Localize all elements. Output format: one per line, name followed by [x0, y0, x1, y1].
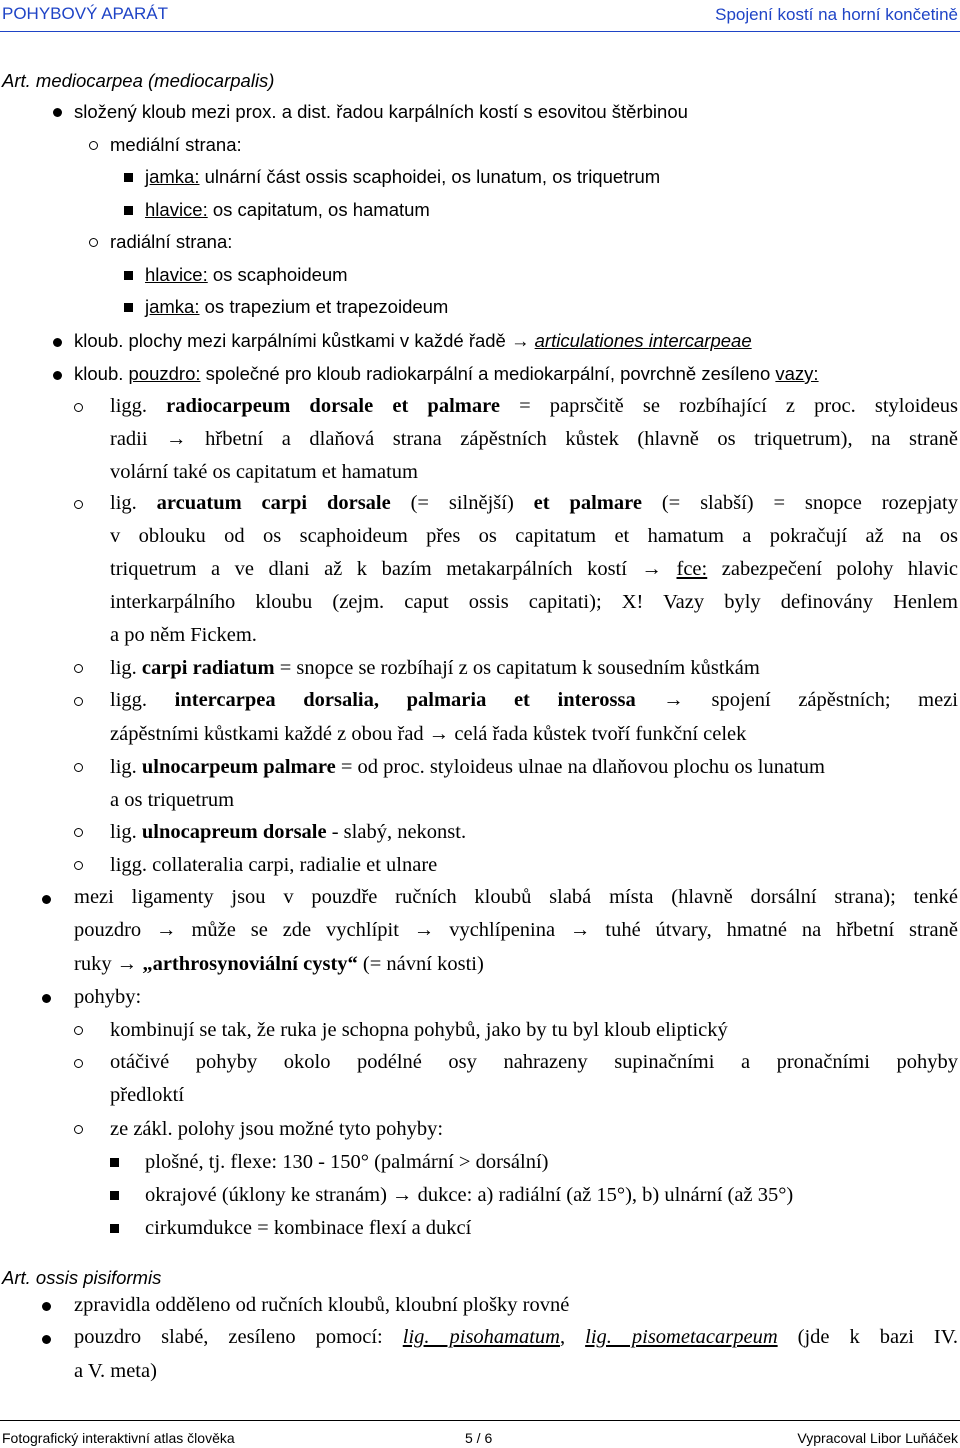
list-item: plošné, tj. flexe: 130 - 150° (palmární > dorsální): [145, 1151, 549, 1173]
bullet-dot: [42, 895, 51, 904]
bullet-circle: [74, 500, 83, 509]
list-item: lig. carpi radiatum = snopce se rozbíhají z os capitatum k sousedním kůstkám: [110, 657, 760, 679]
section-title-pisiformis: Art. ossis pisiformis: [2, 1267, 162, 1288]
list-item: otáčivé pohyby okolo podélné osy nahrazeny supinačními a pronačními pohyby: [110, 1051, 958, 1073]
bullet-circle: [74, 1125, 83, 1134]
bullet-dot: [53, 108, 62, 117]
bullet-circle: [74, 403, 83, 412]
list-item: ligg. collateralia carpi, radialie et ulnare: [110, 854, 438, 876]
page-header: [0, 0, 960, 30]
bullet-circle: [74, 763, 83, 772]
bullet-circle: [89, 141, 98, 150]
bullet-circle: [89, 238, 98, 247]
link-lig-pisohamatum[interactable]: lig. pisohamatum: [402, 1326, 560, 1348]
bullet-square: [124, 303, 133, 312]
bullet-circle: [74, 1059, 83, 1068]
list-item-continuation: volární také os capitatum et hamatum: [110, 461, 418, 483]
bullet-circle: [74, 664, 83, 673]
bullet-dot: [53, 371, 62, 380]
bullet-square: [124, 271, 133, 280]
list-item: jamka: os trapezium et trapezoideum: [145, 296, 449, 317]
bullet-square: [124, 206, 133, 215]
list-item: kombinují se tak, že ruka je schopna pohybů, jako by tu byl kloub eliptický: [110, 1019, 728, 1041]
bullet-square: [110, 1191, 119, 1200]
bullet-dot: [42, 1302, 51, 1311]
bullet-circle: [74, 828, 83, 837]
bullet-dot: [53, 338, 62, 347]
list-item-continuation: v oblouku od os scaphoideum přes os capitatum et hamatum a pokračují až na os: [110, 525, 958, 547]
header-rule: [0, 31, 960, 32]
section-title-mediocarpea: Art. mediocarpea (mediocarpalis): [2, 70, 275, 91]
list-item: ligg. radiocarpeum dorsale et palmare = paprsčitě se rozbíhající z proc. styloideus: [110, 395, 958, 417]
list-item-continuation: a os triquetrum: [110, 789, 235, 811]
list-item: lig. ulnocapreum dorsale - slabý, nekonst.: [110, 821, 467, 843]
header-title: POHYBOVÝ APARÁT: [2, 4, 168, 23]
list-item-continuation: ruky → „arthrosynoviální cysty“ (= návní kosti): [74, 953, 484, 975]
bullet-dot: [42, 994, 51, 1003]
bullet-dot: [42, 1335, 51, 1344]
header-subtitle: Spojení kostí na horní končetině: [715, 5, 958, 24]
list-item: mezi ligamenty jsou v pouzdře ručních kloubů slabá místa (hlavně dorsální strana); tenké: [74, 886, 958, 908]
list-item-continuation: radii → hřbetní a dlaňová strana zápěstních kůstek (hlavně os triquetrum), na straně: [110, 428, 958, 450]
list-item: lig. arcuatum carpi dorsale (= silnější) et palmare (= slabší) = snopce rozepjaty: [110, 492, 958, 514]
list-item: kloub. plochy mezi karpálními kůstkami v každé řadě → articulationes intercarpeae: [74, 330, 752, 351]
list-item: jamka: ulnární část ossis scaphoidei, os lunatum, os triquetrum: [145, 166, 661, 187]
list-item: kloub. pouzdro: společné pro kloub radiokarpální a mediokarpální, povrchně zesíleno vazy:: [74, 363, 819, 384]
list-item: zpravidla odděleno od ručních kloubů, kloubní plošky rovné: [74, 1294, 570, 1316]
list-item: mediální strana:: [110, 134, 242, 155]
footer-rule: [0, 1420, 960, 1421]
list-item: hlavice: os scaphoideum: [145, 264, 348, 285]
bullet-circle: [74, 1026, 83, 1035]
term-label: pouzdro:: [128, 363, 201, 384]
list-item-continuation: triquetrum a ve dlani až k bazím metakarpálních kostí → fce: zabezpečení polohy hlavic: [110, 558, 958, 580]
term-label: jamka:: [145, 296, 200, 317]
bullet-square: [110, 1158, 119, 1167]
link-articulationes-intercarpeae[interactable]: articulationes intercarpeae: [534, 330, 752, 351]
list-item: hlavice: os capitatum, os hamatum: [145, 199, 430, 220]
list-item: cirkumdukce = kombinace flexí a dukcí: [145, 1217, 472, 1239]
list-item: radiální strana:: [110, 231, 233, 252]
list-item-continuation: zápěstními kůstkami každé z obou řad → celá řada kůstek tvoří funkční celek: [110, 723, 747, 745]
list-item-continuation: předloktí: [110, 1084, 185, 1106]
footer-author: Vypracoval Libor Luňáček: [797, 1430, 958, 1446]
list-item-continuation: a po něm Fickem.: [110, 624, 257, 646]
list-item: složený kloub mezi prox. a dist. řadou karpálních kostí s esovitou štěrbinou: [74, 101, 688, 122]
list-item: okrajové (úklony ke stranám) → dukce: a) radiální (až 15°), b) ulnární (až 35°): [145, 1184, 794, 1206]
list-item-continuation: a V. meta): [74, 1360, 157, 1382]
bullet-square: [110, 1224, 119, 1233]
bullet-square: [124, 173, 133, 182]
list-item: pouzdro slabé, zesíleno pomocí: lig. pisohamatum, lig. pisometacarpeum (jde k bazi IV.: [74, 1326, 958, 1348]
list-item-continuation: interkarpálního kloubu (zejm. caput ossis capitati); X! Vazy byly definovány Henlem: [110, 591, 958, 613]
term-label: hlavice:: [145, 199, 208, 220]
term-label: jamka:: [145, 166, 200, 187]
page-footer: [0, 1420, 960, 1448]
list-item-continuation: pouzdro → může se zde vychlípit → vychlípenina → tuhé útvary, hmatné na hřbetní straně: [74, 919, 958, 941]
term-label: fce:: [676, 558, 708, 580]
list-item: lig. ulnocarpeum palmare = od proc. styloideus ulnae na dlaňovou plochu os lunatum: [110, 756, 825, 778]
bullet-circle: [74, 697, 83, 706]
list-item: ligg. intercarpea dorsalia, palmaria et interossa → spojení zápěstních; mezi: [110, 689, 958, 711]
term-label: vazy:: [775, 363, 819, 384]
page-number: 5 / 6: [465, 1430, 493, 1446]
footer-atlas-title: Fotografický interaktivní atlas člověka: [2, 1430, 235, 1446]
bullet-circle: [74, 861, 83, 870]
link-lig-pisometacarpeum[interactable]: lig. pisometacarpeum: [585, 1326, 778, 1348]
term-label: hlavice:: [145, 264, 208, 285]
list-item: ze zákl. polohy jsou možné tyto pohyby:: [110, 1118, 444, 1140]
list-item: pohyby:: [74, 986, 142, 1008]
